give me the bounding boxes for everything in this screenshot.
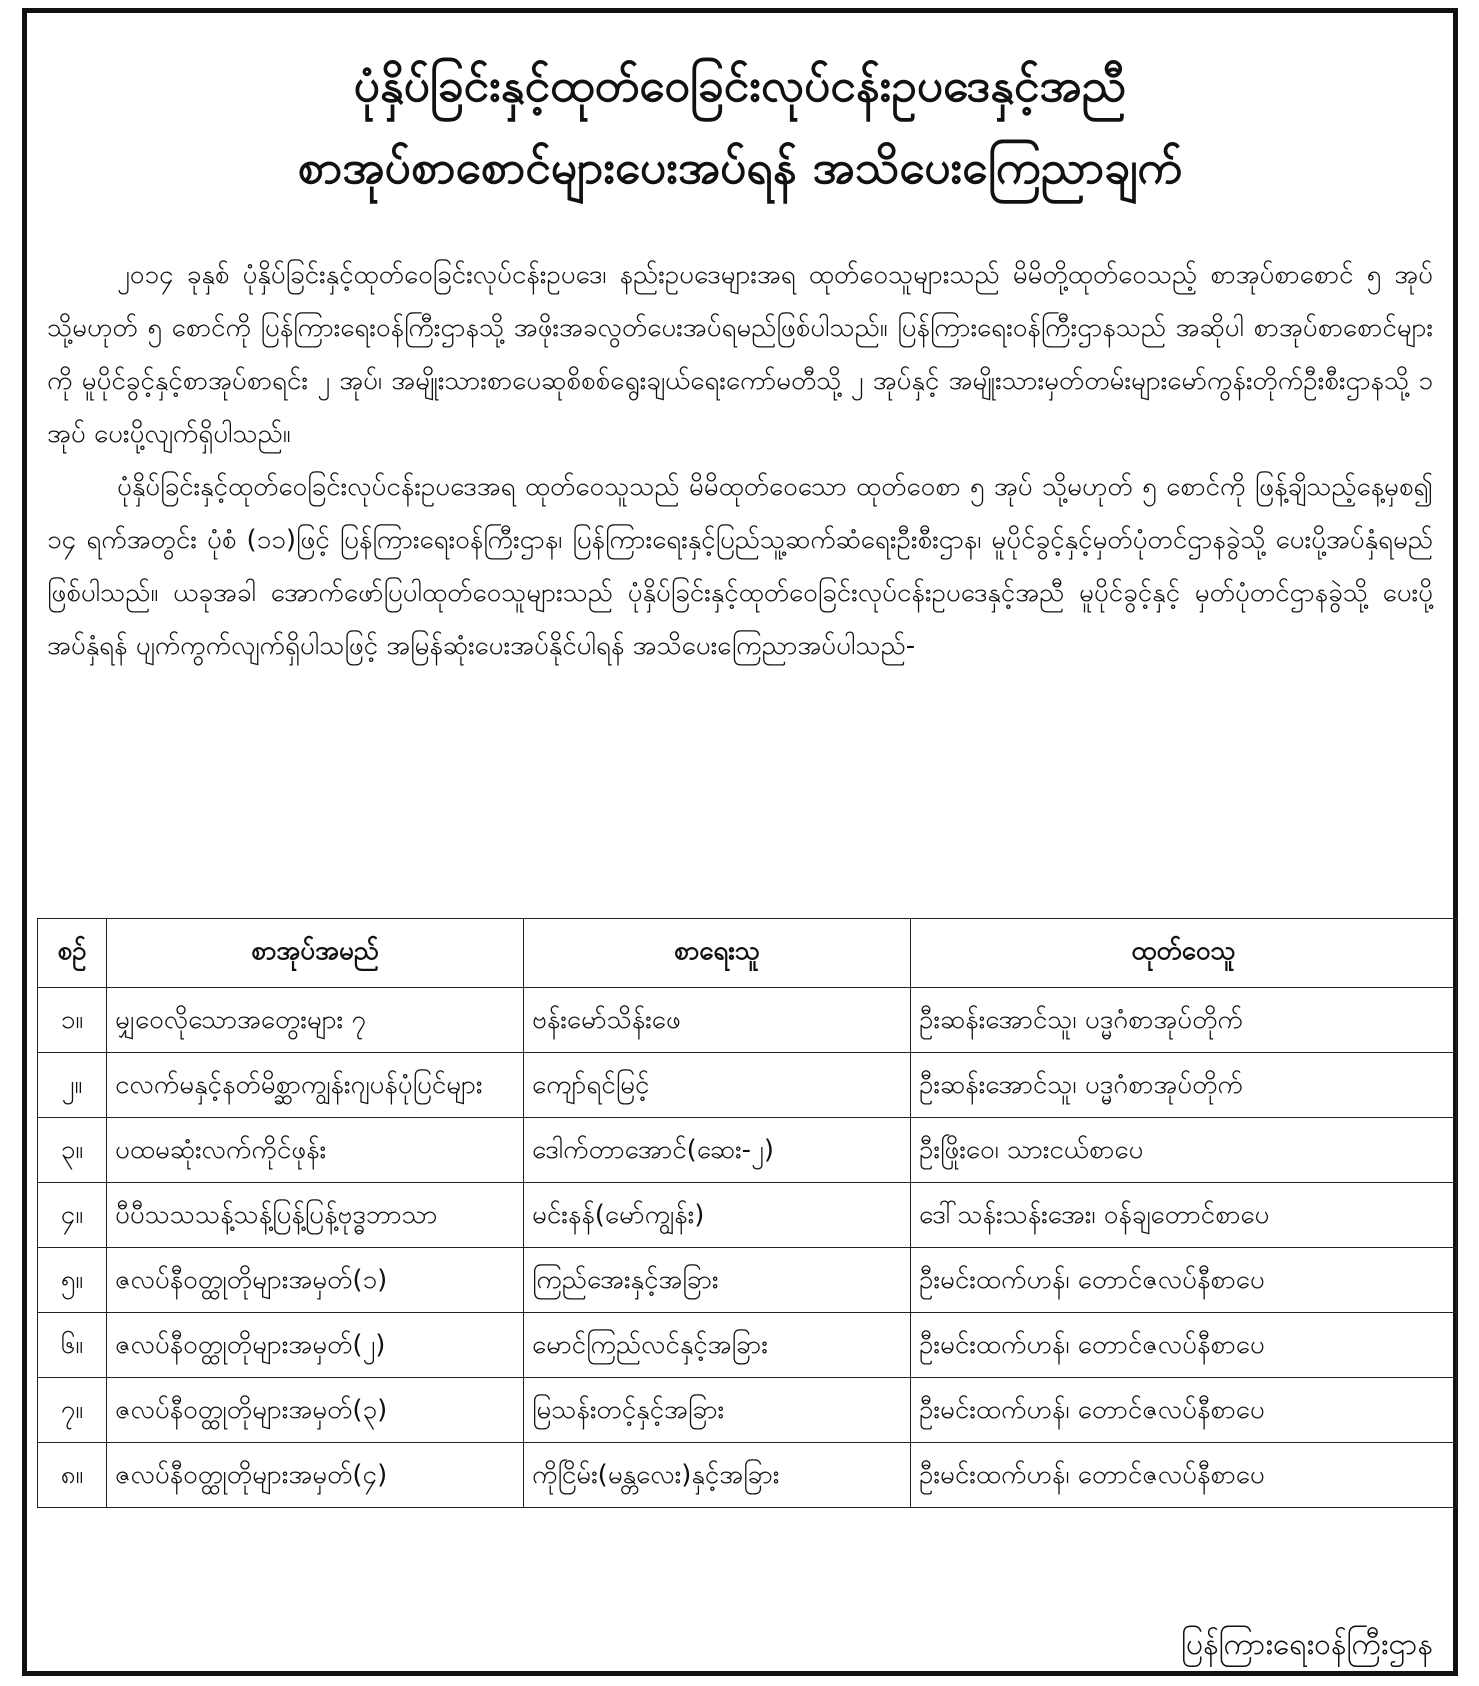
header-publisher: ထုတ်ဝေသူ [911, 919, 1457, 988]
book-author: မြသန်းတင့်နှင့်အခြား [524, 1378, 911, 1443]
book-title: ဇလပ်နီဝတ္ထုတိုများအမှတ်(၃) [107, 1378, 524, 1443]
notice-title-line2: စာအုပ်စာစောင်များပေးအပ်ရန် အသိပေးကြေညာချက် [297, 140, 1183, 194]
row-number: ၆။ [38, 1313, 107, 1378]
table-row [38, 988, 1457, 1053]
book-title: ငလက်မနှင့်နတ်မိစ္ဆာကျွန်းဂျပန်ပုံပြင်များ [107, 1053, 524, 1118]
table-row [38, 1443, 1457, 1508]
table-row [38, 1248, 1457, 1313]
book-title: ဇလပ်နီဝတ္ထုတိုများအမှတ်(၁) [107, 1248, 524, 1313]
issuing-ministry-signature: ပြန်ကြားရေးဝန်ကြီးဌာန [1180, 1627, 1433, 1662]
row-number: ၅။ [38, 1248, 107, 1313]
book-list-table [37, 918, 1457, 1508]
notice-title-line1: ပုံနှိပ်ခြင်းနှင့်ထုတ်ဝေခြင်းလုပ်ငန်းဥပဒေနှင့်အညီ [353, 58, 1127, 112]
book-publisher: ဦးမင်းထက်ဟန်၊ တောင်ဇလပ်နီစာပေ [911, 1313, 1457, 1378]
book-publisher: ဦးမင်းထက်ဟန်၊ တောင်ဇလပ်နီစာပေ [911, 1378, 1457, 1443]
header-author: စာရေးသူ [524, 919, 911, 988]
row-number: ၃။ [38, 1118, 107, 1183]
book-publisher: ဒေါ်သန်းသန်းအေး၊ ဝန်ချတောင်စာပေ [911, 1183, 1457, 1248]
notice-body [47, 249, 1433, 673]
table-row [38, 1183, 1457, 1248]
book-publisher: ဦးမင်းထက်ဟန်၊ တောင်ဇလပ်နီစာပေ [911, 1443, 1457, 1508]
table-row [38, 1118, 1457, 1183]
book-author: မင်းနန်(မော်ကျွန်း) [524, 1183, 911, 1248]
notice-frame [22, 8, 1458, 1676]
book-publisher: ဦးဖြိုးဝေ၊ သားငယ်စာပေ [911, 1118, 1457, 1183]
book-title: ဇလပ်နီဝတ္ထုတိုများအမှတ်(၄) [107, 1443, 524, 1508]
book-author: ဒေါက်တာအောင်(ဆေး-၂) [524, 1118, 911, 1183]
book-title: မျှဝေလိုသောအတွေးများ ၇ [107, 988, 524, 1053]
table-header-row [38, 919, 1457, 988]
book-author: ကျော်ရင်မြင့် [524, 1053, 911, 1118]
paragraph-1: ၂၀၁၄ ခုနှစ် ပုံနှိပ်ခြင်းနှင့်ထုတ်ဝေခြင်းလုပ်ငန်းဥပဒေ၊ နည်းဥပဒေများအရ ထုတ်ဝေသူများသည် မိမိတို့ထုတ်ဝေသည့် စာအုပ်စာစောင် ၅ အုပ် သို့မဟုတ် ၅ စောင်ကို ပြန်ကြားရေးဝန်ကြီးဌာနသို့ အဖိုးအခလွတ်ပေးအပ်ရမည်ဖြစ်ပါသည်။ ပြန်ကြားရေးဝန်ကြီးဌာနသည် အဆိုပါ စာအုပ်စာစောင်များကို မူပိုင်ခွင့်နှင့်စာအုပ်စာရင်း ၂ အုပ်၊ အမျိုးသားစာပေဆုစိစစ်ရွေးချယ်ရေးကော်မတီသို့ ၂ အုပ်နှင့် အမျိုးသားမှတ်တမ်းများမော်ကွန်းတိုက်ဦးစီးဌာနသို့ ၁ အုပ် ပေးပို့လျက်ရှိပါသည်။ [47, 260, 1433, 449]
book-author: ကိုငြိမ်း(မန္တလေး)နှင့်အခြား [524, 1443, 911, 1508]
table-row [38, 1053, 1457, 1118]
paragraph-2: ပုံနှိပ်ခြင်းနှင့်ထုတ်ဝေခြင်းလုပ်ငန်းဥပဒေအရ ထုတ်ဝေသူသည် မိမိထုတ်ဝေသော ထုတ်ဝေစာ ၅ အုပ် သို့မဟုတ် ၅ စောင်ကို ဖြန့်ချိသည့်နေ့မှစ၍ ၁၄ ရက်အတွင်း ပုံစံ (၁၁)ဖြင့် ပြန်ကြားရေးဝန်ကြီးဌာန၊ ပြန်ကြားရေးနှင့်ပြည်သူ့ဆက်ဆံရေးဦးစီးဌာန၊ မူပိုင်ခွင့်နှင့်မှတ်ပုံတင်ဌာနခွဲသို့ ပေးပို့အပ်နှံရမည်ဖြစ်ပါသည်။ ယခုအခါ အောက်ဖော်ပြပါထုတ်ဝေသူများသည် ပုံနှိပ်ခြင်းနှင့်ထုတ်ဝေခြင်းလုပ်ငန်းဥပဒေနှင့်အညီ မူပိုင်ခွင့်နှင့် မှတ်ပုံတင်ဌာနခွဲသို့ ပေးပို့အပ်နှံရန် ပျက်ကွက်လျက်ရှိပါသဖြင့် အမြန်ဆုံးပေးအပ်နိုင်ပါရန် အသိပေးကြေညာအပ်ပါသည်- [47, 472, 1433, 661]
book-title: ပီပီသသသန့်သန့်ပြန့်ပြန့်ဗုဒ္ဓဘာသာ [107, 1183, 524, 1248]
row-number: ၄။ [38, 1183, 107, 1248]
book-author: ဗန်းမော်သိန်းဖေ [524, 988, 911, 1053]
header-no: စဉ် [38, 919, 107, 988]
row-number: ၇။ [38, 1378, 107, 1443]
table-row [38, 1313, 1457, 1378]
table-row [38, 1378, 1457, 1443]
book-publisher: ဦးမင်းထက်ဟန်၊ တောင်ဇလပ်နီစာပေ [911, 1248, 1457, 1313]
book-author: ကြည်အေးနှင့်အခြား [524, 1248, 911, 1313]
header-book-title: စာအုပ်အမည် [107, 919, 524, 988]
book-author: မောင်ကြည်လင်နှင့်အခြား [524, 1313, 911, 1378]
book-title: ပထမဆုံးလက်ကိုင်ဖုန်း [107, 1118, 524, 1183]
row-number: ၁။ [38, 988, 107, 1053]
book-publisher: ဦးဆန်းအောင်သူ၊ ပဒ္မဂံစာအုပ်တိုက် [911, 988, 1457, 1053]
book-title: ဇလပ်နီဝတ္ထုတိုများအမှတ်(၂) [107, 1313, 524, 1378]
row-number: ၈။ [38, 1443, 107, 1508]
book-publisher: ဦးဆန်းအောင်သူ၊ ပဒ္မဂံစာအုပ်တိုက် [911, 1053, 1457, 1118]
row-number: ၂။ [38, 1053, 107, 1118]
